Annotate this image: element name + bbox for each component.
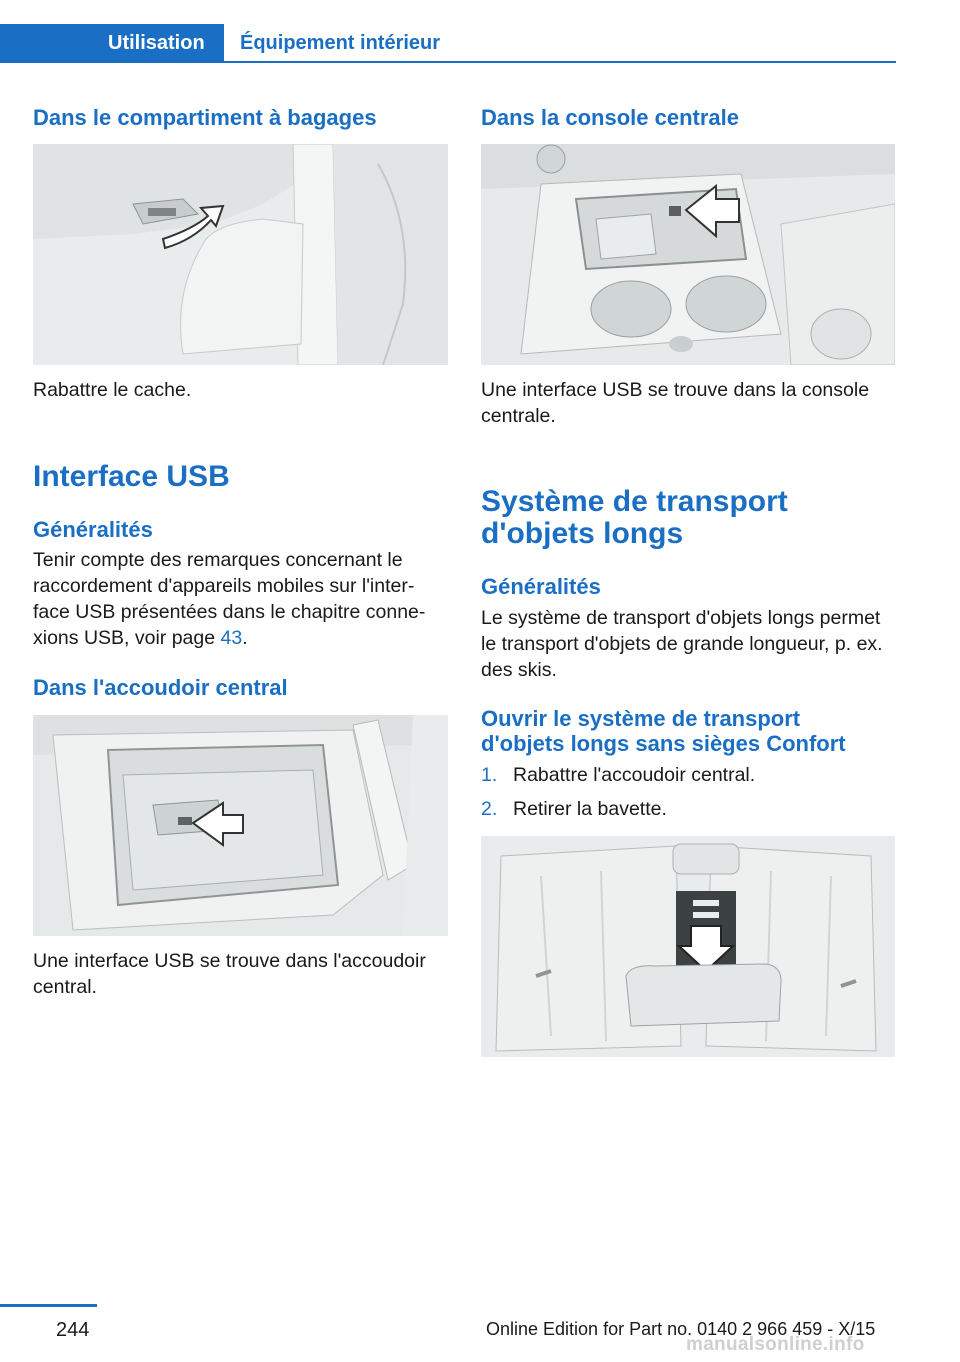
header-tab-inactive[interactable] bbox=[240, 24, 440, 62]
transport-text-line1: Le système de transport d'objets longs permet bbox=[481, 607, 881, 629]
armrest-heading: Dans l'accoudoir central bbox=[33, 675, 288, 700]
usb-general-text-line4-pre: xions USB, voir page bbox=[33, 627, 221, 649]
armrest-usb-illustration bbox=[33, 715, 448, 936]
header-tab-active-label: Utilisation bbox=[108, 32, 205, 54]
luggage-section-heading: Dans le compartiment à bagages bbox=[33, 105, 377, 130]
luggage-caption: Rabattre le cache. bbox=[33, 379, 192, 401]
console-usb-illustration bbox=[481, 144, 895, 365]
transport-title-line1: Système de transport bbox=[481, 485, 788, 518]
step-2-text: Retirer la bavette. bbox=[513, 798, 667, 820]
step-1-number: 1. bbox=[481, 764, 498, 786]
header-tab-inactive-label: Équipement intérieur bbox=[240, 32, 441, 54]
page-number-rule bbox=[0, 1304, 97, 1307]
open-transport-heading-line2: d'objets longs sans sièges Confort bbox=[481, 731, 846, 756]
header-tab-active[interactable] bbox=[0, 24, 224, 62]
usb-general-text-line2: raccordement d'appareils mobiles sur l'inter- bbox=[33, 575, 415, 597]
transport-text-line3: des skis. bbox=[481, 659, 557, 681]
step-2-number: 2. bbox=[481, 798, 498, 820]
luggage-usb-illustration bbox=[33, 144, 448, 365]
transport-title-line2: d'objets longs bbox=[481, 517, 684, 550]
usb-general-text-line4-post: . bbox=[242, 627, 248, 649]
console-caption-line1: Une interface USB se trouve dans la console bbox=[481, 379, 870, 401]
usb-general-text-line3: face USB présentées dans le chapitre conne- bbox=[33, 601, 426, 623]
transport-text-line2: le transport d'objets de grande longueur, p. ex. bbox=[481, 633, 883, 655]
usb-interface-title: Interface USB bbox=[33, 460, 230, 493]
usb-general-text-line1: Tenir compte des remarques concernant le bbox=[33, 549, 403, 571]
step-1-text: Rabattre l'accoudoir central. bbox=[513, 764, 756, 786]
console-caption-line2: centrale. bbox=[481, 405, 556, 427]
watermark: manualsonline.info bbox=[686, 1334, 865, 1355]
armrest-caption-line2: central. bbox=[33, 976, 97, 998]
armrest-caption-line1: Une interface USB se trouve dans l'accoudoir bbox=[33, 950, 426, 972]
page-43-link[interactable]: 43 bbox=[220, 627, 243, 649]
console-heading: Dans la console centrale bbox=[481, 105, 739, 130]
edition-footer: Online Edition for Part no. 0140 2 966 459 - X/15 bbox=[486, 1319, 876, 1339]
usb-general-text-line4 bbox=[33, 625, 248, 651]
open-transport-heading-line1: Ouvrir le système de transport bbox=[481, 706, 801, 731]
rear-seat-transport-illustration bbox=[481, 836, 895, 1057]
page-number: 244 bbox=[56, 1319, 90, 1341]
transport-general-heading: Généralités bbox=[481, 574, 601, 599]
header-underline bbox=[0, 61, 896, 63]
usb-general-heading: Généralités bbox=[33, 517, 153, 542]
